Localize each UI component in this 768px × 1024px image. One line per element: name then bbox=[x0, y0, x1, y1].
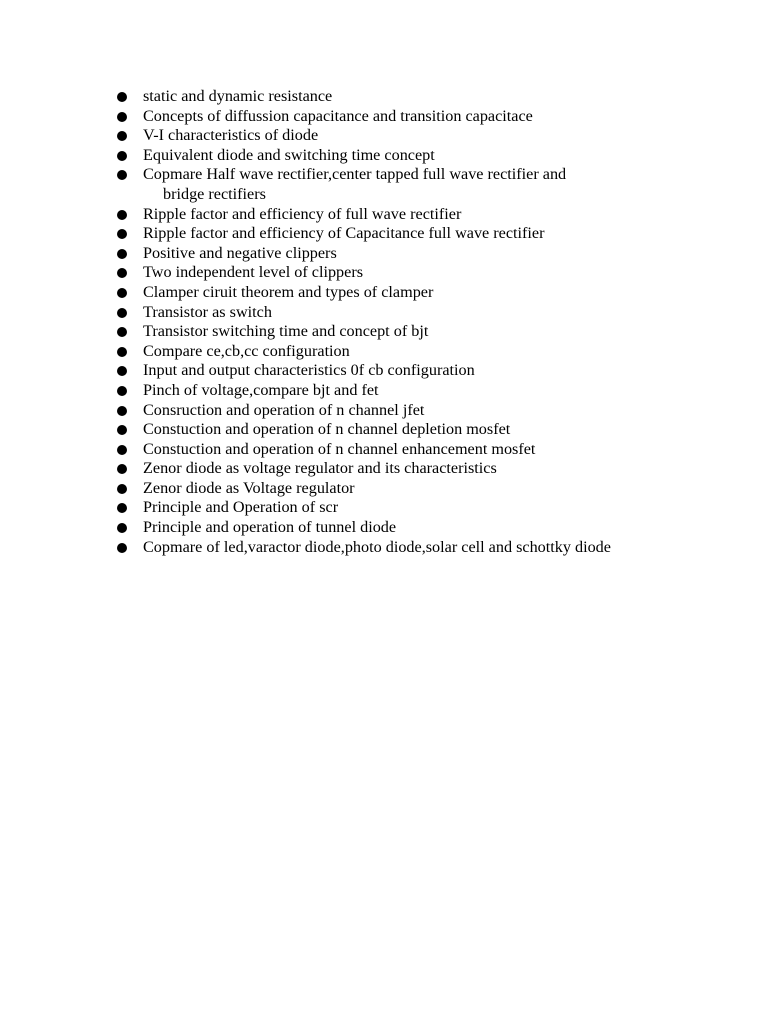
bullet-icon bbox=[117, 131, 127, 141]
list-item-text: Input and output characteristics 0f cb configuration bbox=[143, 361, 475, 380]
list-item-text: Copmare of led,varactor diode,photo diode,solar cell and schottky diode bbox=[143, 537, 611, 556]
bullet-icon bbox=[117, 503, 127, 513]
list-item bbox=[116, 440, 652, 460]
list-item-text: Principle and operation of tunnel diode bbox=[143, 518, 397, 537]
bullet-icon bbox=[117, 229, 127, 239]
list-item bbox=[116, 322, 652, 342]
list-item bbox=[116, 518, 652, 538]
bullet-icon bbox=[117, 268, 127, 278]
list-item-text: Zenor diode as Voltage regulator bbox=[143, 478, 355, 497]
list-item-text: Transistor as switch bbox=[143, 302, 272, 321]
topic-list bbox=[116, 87, 652, 557]
list-item-text: Ripple factor and efficiency of full wave rectifier bbox=[143, 204, 462, 223]
list-item bbox=[116, 498, 652, 518]
list-item-text: Clamper ciruit theorem and types of clamper bbox=[143, 282, 434, 301]
bullet-icon bbox=[117, 406, 127, 416]
list-item-text: Equivalent diode and switching time concept bbox=[143, 145, 435, 164]
list-item-text: Two independent level of clippers bbox=[143, 263, 364, 282]
list-item-text: Positive and negative clippers bbox=[143, 243, 337, 262]
bullet-icon bbox=[117, 327, 127, 337]
list-item bbox=[116, 479, 652, 499]
list-item bbox=[116, 283, 652, 303]
list-item bbox=[116, 342, 652, 362]
bullet-icon bbox=[117, 523, 127, 533]
bullet-icon bbox=[117, 445, 127, 455]
bullet-icon bbox=[117, 308, 127, 318]
list-item-text: Constuction and operation of n channel enhancement mosfet bbox=[143, 439, 536, 458]
list-item bbox=[116, 146, 652, 166]
list-item bbox=[116, 205, 652, 225]
bullet-icon bbox=[117, 151, 127, 161]
list-item bbox=[116, 126, 652, 146]
bullet-icon bbox=[117, 484, 127, 494]
list-item bbox=[116, 401, 652, 421]
list-item-text: static and dynamic resistance bbox=[143, 87, 333, 105]
list-item bbox=[116, 420, 652, 440]
bullet-icon bbox=[117, 210, 127, 220]
list-item-text: Principle and Operation of scr bbox=[143, 498, 339, 517]
bullet-icon bbox=[117, 170, 127, 180]
list-item-text: Compare ce,cb,cc configuration bbox=[143, 341, 350, 360]
list-item-text: Transistor switching time and concept of bjt bbox=[143, 322, 429, 341]
list-item bbox=[116, 165, 652, 204]
list-item-text: Ripple factor and efficiency of Capacitance full wave rectifier bbox=[143, 224, 545, 243]
list-item bbox=[116, 459, 652, 479]
bullet-icon bbox=[117, 288, 127, 298]
list-item bbox=[116, 107, 652, 127]
list-item bbox=[116, 244, 652, 264]
list-item-text: V-I characteristics of diode bbox=[143, 126, 319, 145]
list-item-text: Zenor diode as voltage regulator and its characteristics bbox=[143, 459, 497, 478]
list-item bbox=[116, 87, 652, 107]
list-item bbox=[116, 361, 652, 381]
bullet-icon bbox=[117, 112, 127, 122]
list-item bbox=[116, 263, 652, 283]
list-item bbox=[116, 224, 652, 244]
bullet-icon bbox=[117, 543, 127, 553]
bullet-icon bbox=[117, 366, 127, 376]
bullet-icon bbox=[117, 347, 127, 357]
list-item-text-continuation: bridge rectifiers bbox=[163, 184, 266, 203]
bullet-icon bbox=[117, 425, 127, 435]
bullet-icon bbox=[117, 464, 127, 474]
list-item-text: Constuction and operation of n channel depletion mosfet bbox=[143, 420, 511, 439]
bullet-icon bbox=[117, 249, 127, 259]
list-item-text: Pinch of voltage,compare bjt and fet bbox=[143, 380, 379, 399]
list-item bbox=[116, 538, 652, 558]
list-item-text: Concepts of diffussion capacitance and transition capacitace bbox=[143, 106, 533, 125]
list-item-text: Copmare Half wave rectifier,center tapped full wave rectifier and bbox=[143, 165, 567, 184]
list-item-text: Consruction and operation of n channel jfet bbox=[143, 400, 425, 419]
list-item bbox=[116, 381, 652, 401]
list-item bbox=[116, 303, 652, 323]
bullet-icon bbox=[117, 386, 127, 396]
bullet-icon bbox=[117, 92, 127, 102]
